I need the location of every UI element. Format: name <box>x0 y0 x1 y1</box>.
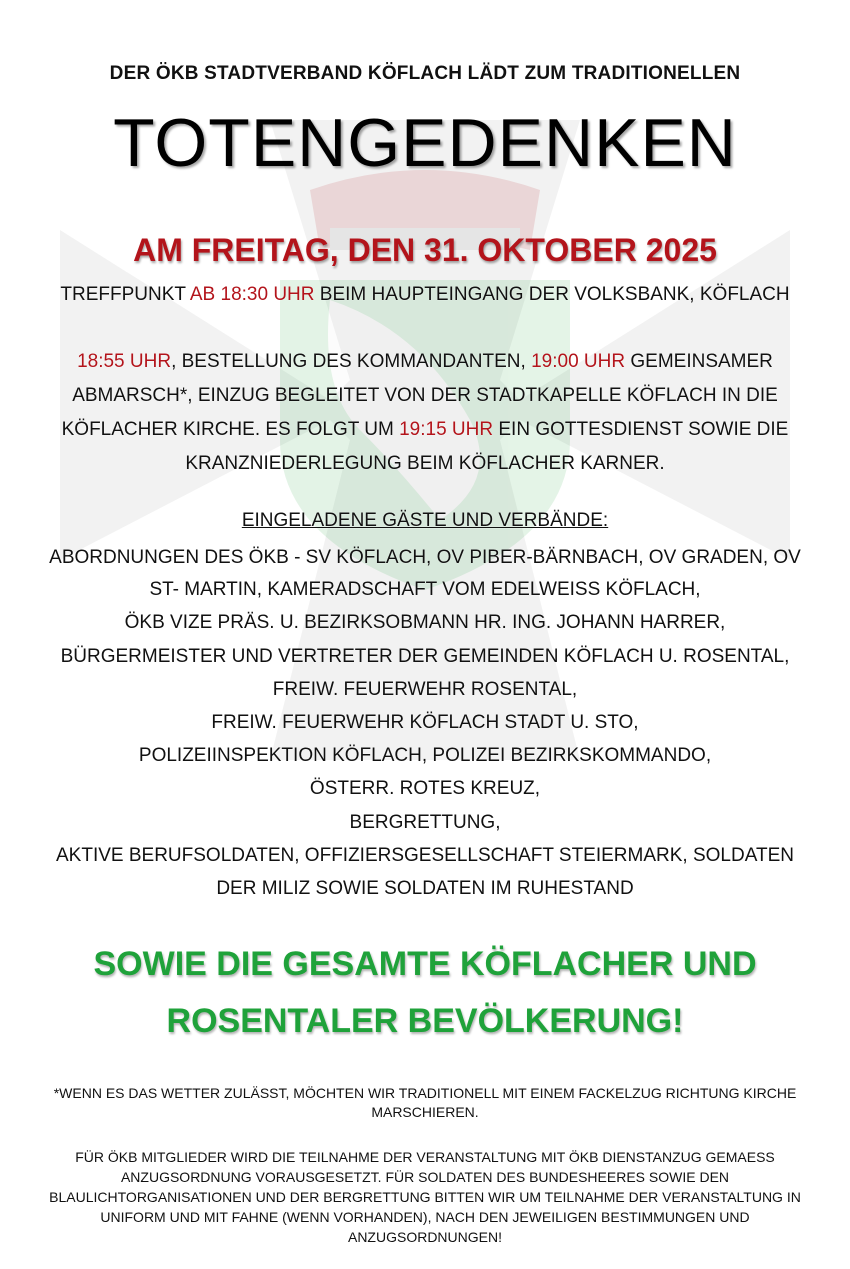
footnote-dress-line: ANZUGSORDNUNGEN! <box>347 1229 502 1245</box>
footnote-dress-line: FÜR ÖKB MITGLIEDER WIRD DIE TEILNAHME DER VERANSTALTUNG MIT ÖKB DIENSTANZUG GEMAESS <box>75 1149 775 1165</box>
page-title: TOTENGEDENKEN <box>113 105 737 181</box>
program-time-1915: 19:15 UHR <box>399 419 494 440</box>
program-time-1900: 19:00 UHR <box>531 351 626 372</box>
guest-line: FREIW. FEUERWEHR KÖFLACH STADT U. STO, <box>211 712 639 733</box>
meeting-suffix: BEIM HAUPTEINGANG DER VOLKSBANK, KÖFLACH <box>314 284 790 305</box>
intro-line: DER ÖKB STADTVERBAND KÖFLACH LÄDT ZUM TRADITIONELLEN <box>109 63 741 84</box>
closing-line-1: SOWIE DIE GESAMTE KÖFLACHER UND <box>93 945 757 983</box>
footnote-dress-line: ANZUGSORDNUNG VORAUSGESETZT. FÜR SOLDATEN DES BUNDESHEERES SOWIE DEN <box>120 1169 730 1185</box>
program-text: KÖFLACHER KIRCHE. ES FOLGT UM <box>61 419 400 440</box>
guest-line: ÖKB VIZE PRÄS. U. BEZIRKSOBMANN HR. ING. JOHANN HARRER, <box>124 612 726 633</box>
program-text: , BESTELLUNG DES KOMMANDANTEN, <box>171 351 532 372</box>
guest-line: ST- MARTIN, KAMERADSCHAFT VOM EDELWEISS KÖFLACH, <box>149 579 701 600</box>
program-text: EIN GOTTESDIENST SOWIE DIE <box>493 419 789 440</box>
program-line-2: ABMARSCH*, EINZUG BEGLEITET VON DER STADTKAPELLE KÖFLACH IN DIE <box>72 385 778 406</box>
meeting-time: AB 18:30 UHR <box>189 284 315 305</box>
guests-heading: EINGELADENE GÄSTE UND VERBÄNDE: <box>241 510 609 531</box>
footnote-dress-line: UNIFORM UND MIT FAHNE (WENN VORHANDEN), NACH DEN JEWEILIGEN BESTIMMUNGEN UND <box>100 1209 750 1225</box>
guest-line: BÜRGERMEISTER UND VERTRETER DER GEMEINDEN KÖFLACH U. ROSENTAL, <box>60 646 790 667</box>
program-line-1 <box>0 345 850 379</box>
guest-line: ÖSTERR. ROTES KREUZ, <box>309 778 541 799</box>
closing-line-2: ROSENTALER BEVÖLKERUNG! <box>166 1002 684 1040</box>
footnote-dress-line: BLAULICHTORGANISATIONEN UND DER BERGRETTUNG BITTEN WIR UM TEILNAHME DER VERANSTALTUNG IN <box>49 1189 801 1205</box>
footnote-weather-line: MARSCHIEREN. <box>371 1104 479 1120</box>
event-date: AM FREITAG, DEN 31. OKTOBER 2025 <box>133 232 717 268</box>
guest-line: ABORDNUNGEN DES ÖKB - SV KÖFLACH, OV PIBER-BÄRNBACH, OV GRADEN, OV <box>49 547 801 568</box>
guest-line: DER MILIZ SOWIE SOLDATEN IM RUHESTAND <box>216 878 634 899</box>
program-text: GEMEINSAMER <box>625 351 773 372</box>
program-time-1855: 18:55 UHR <box>77 351 172 372</box>
program-line-3 <box>0 413 850 447</box>
footnote-weather-line: *WENN ES DAS WETTER ZULÄSST, MÖCHTEN WIR TRADITIONELL MIT EINEM FACKELZUG RICHTUNG KIRCHE <box>53 1085 797 1101</box>
meeting-prefix: TREFFPUNKT <box>60 284 190 305</box>
guest-line: AKTIVE BERUFSOLDATEN, OFFIZIERSGESELLSCHAFT STEIERMARK, SOLDATEN <box>56 845 794 866</box>
program-line-4: KRANZNIEDERLEGUNG BEIM KÖFLACHER KARNER. <box>185 453 665 474</box>
guest-line: FREIW. FEUERWEHR ROSENTAL, <box>272 679 578 700</box>
guest-line: POLIZEIINSPEKTION KÖFLACH, POLIZEI BEZIRKSKOMMANDO, <box>138 745 712 766</box>
guest-line: BERGRETTUNG, <box>349 812 501 833</box>
meeting-point <box>0 284 850 306</box>
